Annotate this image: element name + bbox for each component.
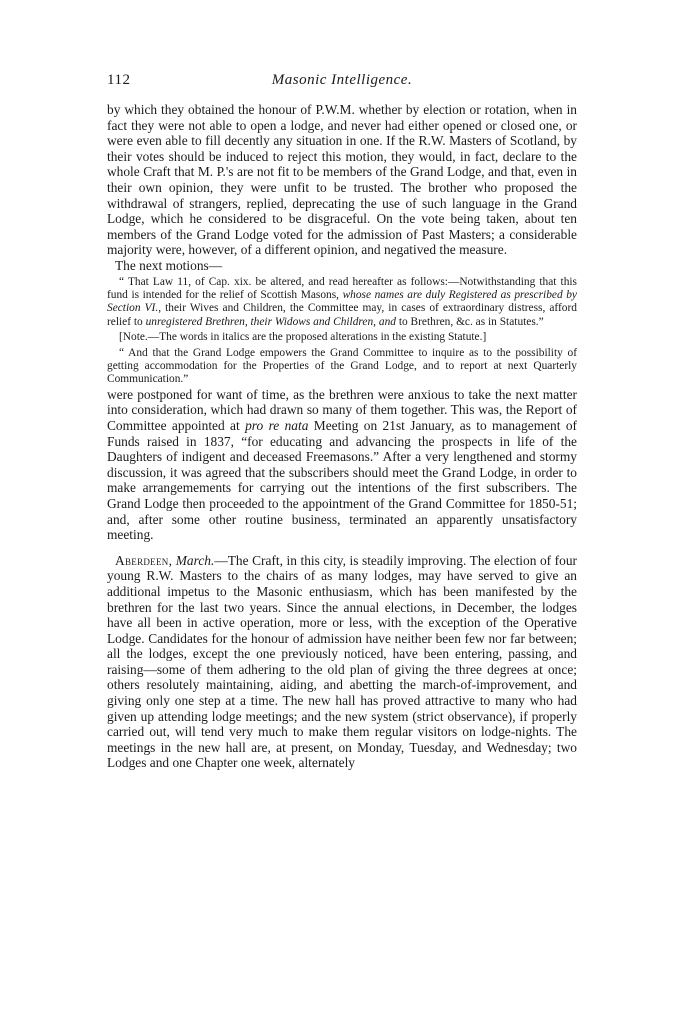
page xyxy=(107,72,577,771)
page-number: 112 xyxy=(107,72,131,88)
quote-law-11-text-3: to Brethren, &c. as in Statutes.” xyxy=(395,315,544,328)
next-motions-heading: The next motions— xyxy=(115,257,223,273)
quote-law-11-text-1: “ That Law 11, of Cap. xix. be altered, and read hereafter as follows:—Notwithstanding that this fund is intended for the relief of Scottish Masons, xyxy=(107,275,577,301)
quote-law-11-italic-2: unregistered Brethren, their Widows and Children, and xyxy=(145,315,396,328)
aberdeen-place: Aberdeen, xyxy=(115,552,173,568)
aberdeen-month: March. xyxy=(175,552,215,568)
paragraph-postponed-text-2: Meeting on 21st January, as to management of Funds raised in 1837, “for educating and advancing the prospects in life of the Daughters of indigent and deceased Freemasons.” After a very lengthened and stormy discussion, it was agreed that the subscribers should meet the Grand Lodge, in order to make arrangemements for carrying out the intentions of the first subscribers. The Grand Lodge then proceeded to the appointment of the Grand Committee for 1850-51; and, after some other routine business, terminated an apparently unsatisfactory meeting. xyxy=(107,417,577,543)
paragraph-postponed-text-1: were postponed for want of time, as the brethren were anxious to take the next matter into consideration, which had drawn so many of them together. This was, the Report of Committee appointed at xyxy=(107,386,577,433)
running-head xyxy=(107,72,577,96)
quote-law-11-italic-1: whose names are duly Registered as prescribed by Section VI. xyxy=(107,288,577,315)
quote-law-11-text-2: , their Wives and Children, the Committee may, in cases of extraordinary distress, afford relief to xyxy=(107,302,577,328)
paragraph-grand-lodge-debate: by which they obtained the honour of P.W.M. whether by election or rotation, when in fact they were not able to open a lodge, and never had either opened or closed one, or were even able to fill decently any situation in one. If the R.W. Masters of Scotland, by their votes should be induced to reject this motion, they would, in fact, declare to the whole Craft that M. P.'s are not fit to be members of the Grand Lodge, and that, even in their own opinion, they were unfit to be trusted. The brother who proposed the withdrawal of strangers, replied, deprecating the use of such language in the Grand Lodge, which he considered to be disgraceful. On the vote being taken, about ten members of the Grand Lodge voted for the admission of Past Masters; a considerable majority were, however, of a different opinion, and negatived the measure. xyxy=(107,102,577,258)
aberdeen-text: —The Craft, in this city, is steadily improving. The election of four young R.W. Masters to the chairs of as many lodges, may have served to give an additional impetus to the Masonic enthusiasm, which has been manifested by the brethren for the last two years. Since the annual elections, in December, the lodges have all been in active operation, more or less, with the exception of the Operative Lodge. Candidates for the honour of admission have neither been few nor far between; all the lodges, except the one previously noticed, have been entering, passing, and raising—some of them adhering to the old plan of giving the three degrees at once; others resolutely maintaining, aiding, and abetting the march-of-improvement, and giving only one step at a time. The new hall has proved attractive to many who had given up attending lodge meetings; and the new system (strict observance), if properly carried out, will tend very much to make them regular visitors on lodge-nights. The meetings in the new hall are, at present, on Monday, Tuesday, and Wednesday; two Lodges and one Chapter one week, alternately xyxy=(107,552,577,771)
running-title: Masonic Intelligence. xyxy=(271,72,413,88)
paragraph-postponed-motions xyxy=(107,387,577,543)
paragraph-postponed-italic: pro re nata xyxy=(245,417,309,433)
quote-law-11 xyxy=(107,276,577,330)
editorial-note: [Note.—The words in italics are the proposed alterations in the existing Statute.] xyxy=(119,331,487,344)
quote-grand-committee: “ And that the Grand Lodge empowers the Grand Committee to inquire as to the possibility of getting accommodation for the Properties of the Grand Lodge, and to report at next Quarterly Communication.” xyxy=(107,346,577,386)
aberdeen-report xyxy=(107,553,577,771)
